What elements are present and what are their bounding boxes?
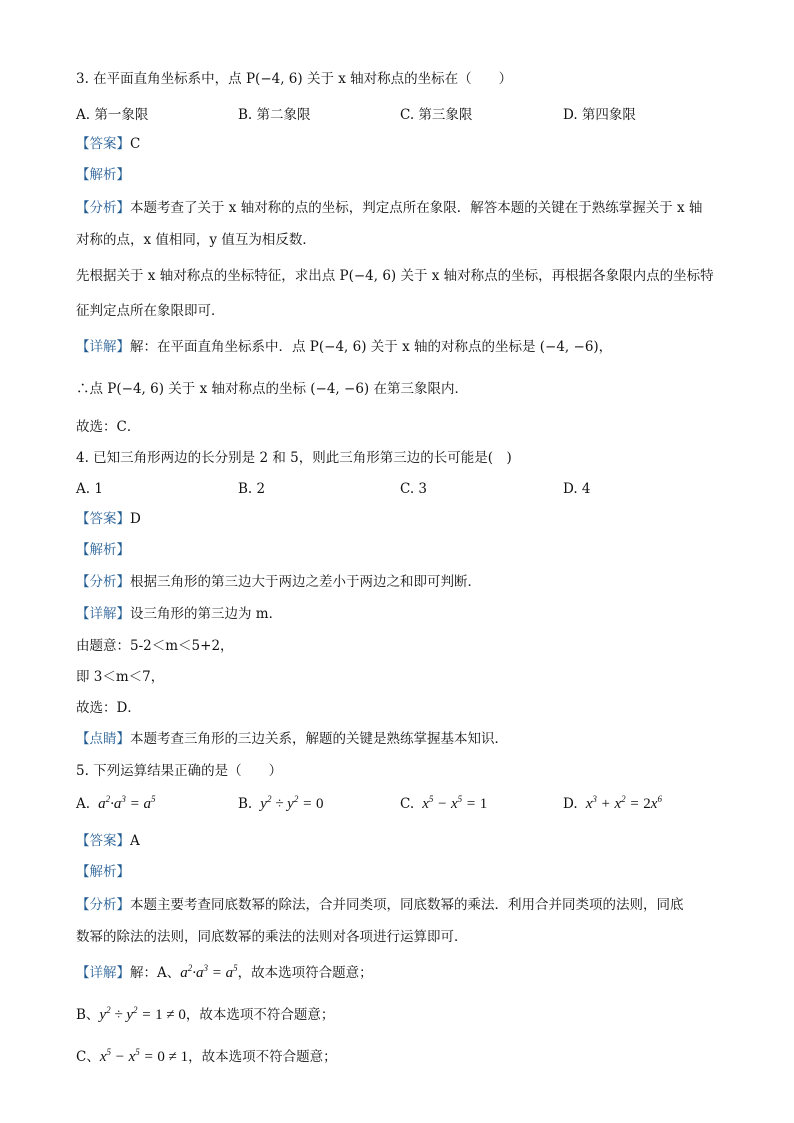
q5-option-c: C. $x^5 - x^5 = 1$	[400, 794, 488, 812]
q5-option-b-expr: $y^2 \div y^2 = 0$	[256, 794, 324, 812]
q5-detail-a-expr: $a^2\cdot a^3 = a^5$	[180, 963, 238, 981]
q3-fenxi-line2: 对称的点，x 值相同，y 值互为相反数．	[76, 232, 316, 248]
q5-detail-c-expr: $x^5 - x^5 = 0 \ne 1$	[99, 1047, 189, 1065]
q5-detail-b-expr: $y^2 \div y^2 = 1 \ne 0$	[99, 1005, 186, 1023]
q5-option-c-expr: $x^5 - x^5 = 1$	[418, 794, 488, 812]
q4-fenxi-line: 【分析】根据三角形的第三边大于两边之差小于两边之和即可判断．	[76, 574, 481, 590]
q5-analysis-tag: 【解析】	[76, 864, 130, 880]
q3-option-c: C. 第三象限	[400, 107, 473, 123]
q3-fenxi-line1: 【分析】本题考查了关于 x 轴对称的点的坐标，判定点所在象限．解答本题的关键在于熟练掌握关于 x 轴	[76, 200, 703, 216]
q3-para-line2: 征判定点所在象限即可．	[76, 303, 225, 319]
q4-option-c: C. 3	[400, 481, 428, 497]
q3-therefore-line: ∴点 P(−4, 6) 关于 x 轴对称点的坐标 (−4, −6) 在第三象限内．	[76, 381, 468, 397]
q3-stem: 3. 在平面直角坐标系中，点 P(−4, 6) 关于 x 轴对称点的坐标在（ ）	[76, 71, 513, 87]
q5-fenxi-line2: 数幂的除法的法则，同底数幂的乘法的法则对各项进行运算即可．	[76, 929, 468, 945]
q3-option-d: D. 第四象限	[563, 107, 636, 123]
q4-xiangjie-line: 【详解】设三角形的第三边为 m．	[76, 606, 283, 622]
q5-fenxi-line1: 【分析】本题主要考查同底数幂的除法，合并同类项，同底数幂的乘法．利用合并同类项的法则，同底	[76, 897, 684, 913]
q4-option-b: B. 2	[238, 481, 266, 497]
q3-answer-line	[76, 135, 734, 153]
q5-option-b: B. $y^2 \div y^2 = 0$	[238, 794, 324, 812]
q4-stem: 4. 已知三角形两边的长分别是 2 和 5，则此三角形第三边的长可能是( )	[76, 450, 512, 466]
q5-option-d-expr: $x^3 + x^2 = 2x^6$	[581, 794, 662, 812]
q3-para-line1: 先根据关于 x 轴对称点的坐标特征，求出点 P(−4, 6) 关于 x 轴对称点的坐标，再根据各象限内点的坐标特	[76, 268, 714, 284]
q4-option-a: A. 1	[76, 481, 103, 497]
q5-answer-line: 【答案】A	[76, 833, 140, 849]
q3-option-b: B. 第二象限	[238, 107, 311, 123]
q5-option-a-expr: $a^2\cdot a^3 = a^5$	[94, 794, 156, 812]
answer-tag: 【答案】	[76, 136, 130, 152]
q4-dianjing-line: 【点睛】本题考查三角形的三边关系，解题的关键是熟练掌握基本知识．	[76, 731, 508, 747]
q5-option-d: D. $x^3 + x^2 = 2x^6$	[563, 794, 662, 812]
q3-option-a: A. 第一象限	[76, 107, 149, 123]
q4-choose: 故选：D．	[76, 700, 141, 716]
answer-value: C	[130, 136, 141, 152]
q3-choose-line: 故选：C．	[76, 419, 141, 435]
q5-option-a: A. $a^2\cdot a^3 = a^5$	[76, 794, 156, 812]
q4-answer-line: 【答案】D	[76, 511, 141, 527]
q5-xiangjie-line: 【详解】解：A、$a^2\cdot a^3 = a^5$，故本选项符合题意；	[76, 963, 373, 981]
q3-xiangjie-line: 【详解】解：在平面直角坐标系中．点 P(−4, 6) 关于 x 轴的对称点的坐标是 (−4, −6)，	[76, 339, 613, 355]
q5-detail-c-line: C、$x^5 - x^5 = 0 \ne 1$，故本选项不符合题意；	[76, 1047, 337, 1065]
q4-option-d: D. 4	[563, 481, 591, 497]
q4-step2: 即 3＜m＜7，	[76, 669, 165, 685]
q5-detail-b-line: B、$y^2 \div y^2 = 1 \ne 0$，故本选项不符合题意；	[76, 1005, 335, 1023]
q3-analysis-tag: 【解析】	[76, 167, 130, 183]
q4-step1: 由题意：5-2＜m＜5+2，	[76, 638, 234, 654]
q5-stem: 5. 下列运算结果正确的是（ ）	[76, 763, 283, 779]
q4-analysis-tag: 【解析】	[76, 542, 130, 558]
